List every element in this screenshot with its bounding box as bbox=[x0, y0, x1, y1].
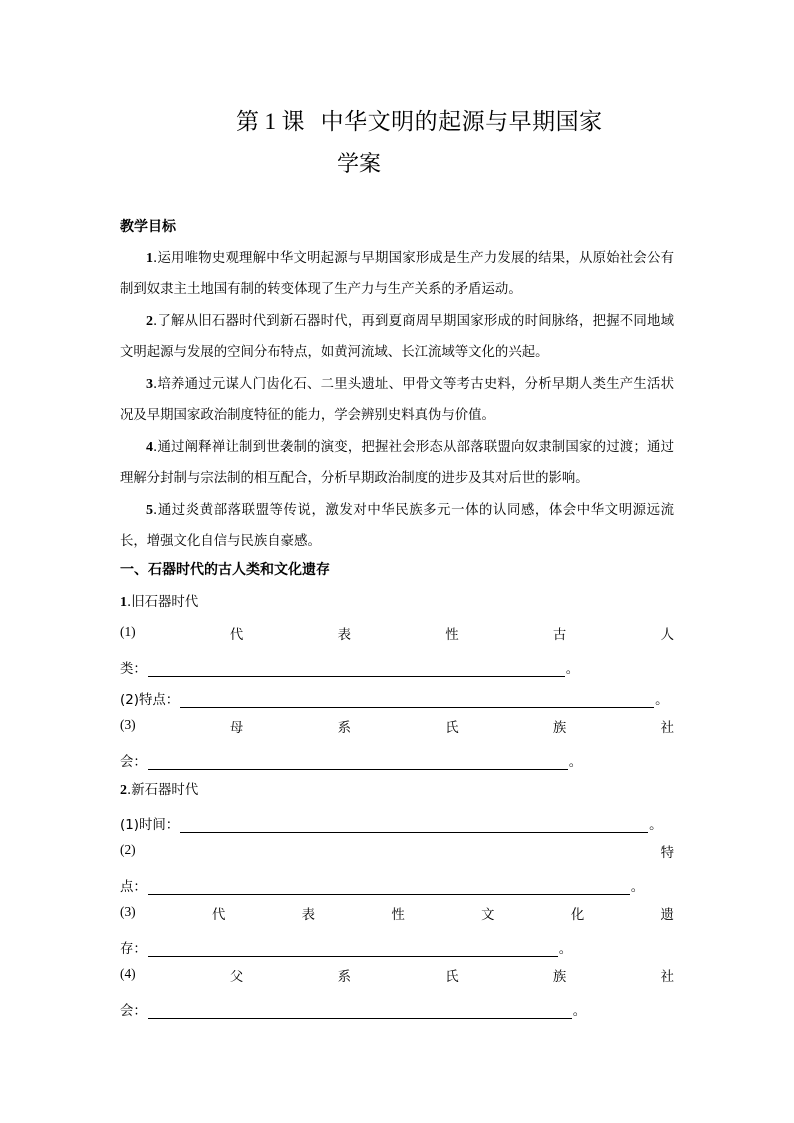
question-tail: 会： bbox=[120, 1004, 147, 1019]
subsection-number: 1 bbox=[120, 595, 127, 610]
title-lesson: 第 bbox=[236, 109, 260, 135]
question-end: 。 bbox=[649, 818, 663, 833]
subsection-title: .新石器时代 bbox=[127, 783, 199, 798]
subsection-number: 2 bbox=[120, 783, 127, 798]
question-label: (1)时间： bbox=[120, 818, 180, 833]
goal-text: .培养通过元谋人门齿化石、二里头遗址、甲骨文等考古史料，分析早期人类生产生活状况及早期国家政治制度特征的能力，学会辨别史料真伪与价值。 bbox=[120, 377, 674, 423]
spread-char: 古 bbox=[552, 628, 567, 643]
question-label: (4) bbox=[120, 966, 136, 981]
question-2-3-answer-row bbox=[120, 935, 674, 957]
spread-char: 族 bbox=[552, 721, 567, 736]
goal-number: 3 bbox=[146, 377, 153, 392]
spread-char: 母 bbox=[229, 721, 244, 736]
goal-text: .通过阐释禅让制到世袭制的演变，把握社会形态从部落联盟向奴隶制国家的过渡；通过理解分封制与宗法制的相互配合，分析早期政治制度的进步及其对后世的影响。 bbox=[120, 440, 674, 486]
spread-char: 族 bbox=[552, 970, 567, 985]
document-title bbox=[236, 103, 603, 136]
spread-char: 父 bbox=[229, 970, 244, 985]
question-1-1-spread bbox=[120, 624, 674, 646]
goal-text: .了解从旧石器时代到新石器时代，再到夏商周早期国家形成的时间脉络，把握不同地域文明起源与发展的空间分布特点，如黄河流域、长江流域等文化的兴起。 bbox=[120, 314, 674, 360]
goal-item-2 bbox=[120, 306, 674, 368]
question-2-4-answer-row bbox=[120, 997, 674, 1019]
spread-char: 氏 bbox=[445, 721, 459, 736]
question-tail: 类： bbox=[120, 662, 147, 677]
question-end: 。 bbox=[565, 662, 580, 677]
spread-char: 社 bbox=[660, 721, 674, 736]
spread-char: 特 bbox=[660, 846, 674, 861]
spread-char: 遗 bbox=[660, 908, 674, 923]
question-label: (2)特点： bbox=[120, 693, 180, 708]
goal-item-4 bbox=[120, 432, 674, 494]
spread-char: 化 bbox=[570, 908, 585, 923]
question-tail: 存： bbox=[120, 942, 147, 957]
question-2-2-answer-row bbox=[120, 873, 674, 895]
goal-text: .通过炎黄部落联盟等传说，激发对中华民族多元一体的认同感，体会中华文明源远流长，增强文化自信与民族自豪感。 bbox=[120, 503, 674, 549]
subsection-heading-paleolithic bbox=[120, 591, 198, 611]
title-rest: 课 中华文明的起源与早期国家 bbox=[281, 109, 603, 135]
question-end: 。 bbox=[572, 1004, 587, 1019]
goal-number: 1 bbox=[146, 251, 153, 266]
answer-blank[interactable] bbox=[148, 1004, 572, 1019]
spread-char: 系 bbox=[337, 970, 351, 985]
question-2-1-row bbox=[120, 811, 674, 833]
goal-item-3 bbox=[120, 369, 674, 431]
answer-blank[interactable] bbox=[180, 818, 648, 833]
goal-number: 5 bbox=[146, 503, 153, 518]
question-end: 。 bbox=[655, 693, 669, 708]
question-end: 。 bbox=[568, 755, 583, 770]
question-1-3-answer-row bbox=[120, 748, 674, 770]
question-label: (1) bbox=[120, 624, 136, 639]
goal-number: 4 bbox=[146, 440, 153, 455]
question-2-3-spread bbox=[120, 904, 674, 926]
subsection-title: .旧石器时代 bbox=[127, 595, 199, 610]
answer-blank[interactable] bbox=[148, 662, 565, 677]
goal-item-5 bbox=[120, 495, 674, 557]
answer-blank[interactable] bbox=[148, 755, 568, 770]
question-2-2-spread bbox=[120, 842, 674, 864]
spread-char: 人 bbox=[660, 628, 674, 643]
spread-char: 性 bbox=[391, 908, 405, 923]
spread-char: 表 bbox=[337, 628, 351, 643]
question-1-2-row bbox=[120, 686, 674, 708]
question-end: 。 bbox=[630, 880, 645, 895]
question-1-3-spread bbox=[120, 717, 674, 739]
spread-char: 性 bbox=[445, 628, 459, 643]
document-subtitle: 学案 bbox=[337, 152, 382, 177]
goal-text: .运用唯物史观理解中华文明起源与早期国家形成是生产力发展的结果，从原始社会公有制到奴隶主土地国有制的转变体现了生产力与生产关系的矛盾运动。 bbox=[120, 251, 674, 297]
subsection-heading-neolithic bbox=[120, 779, 198, 799]
question-label: (3) bbox=[120, 717, 136, 732]
spread-char: 代 bbox=[211, 908, 226, 923]
question-2-4-spread bbox=[120, 966, 674, 988]
spread-char: 文 bbox=[481, 908, 495, 923]
spread-char: 表 bbox=[301, 908, 316, 923]
spread-char: 系 bbox=[337, 721, 351, 736]
spread-char: 氏 bbox=[445, 970, 459, 985]
spread-char: 代 bbox=[229, 628, 244, 643]
question-label: (2) bbox=[120, 842, 136, 857]
goal-item-1 bbox=[120, 243, 674, 305]
answer-blank[interactable] bbox=[148, 942, 558, 957]
section-heading: 一、石器时代的古人类和文化遗存 bbox=[120, 562, 330, 578]
question-tail: 会： bbox=[120, 755, 147, 770]
question-label: (3) bbox=[120, 904, 136, 919]
question-1-1-answer-row bbox=[120, 655, 674, 677]
goals-heading: 教学目标 bbox=[120, 219, 176, 235]
question-tail: 点： bbox=[120, 880, 147, 895]
question-end: 。 bbox=[558, 942, 573, 957]
answer-blank[interactable] bbox=[148, 880, 630, 895]
goal-number: 2 bbox=[146, 314, 153, 329]
title-number: 1 bbox=[264, 109, 277, 134]
answer-blank[interactable] bbox=[180, 693, 654, 708]
spread-char: 社 bbox=[660, 970, 674, 985]
